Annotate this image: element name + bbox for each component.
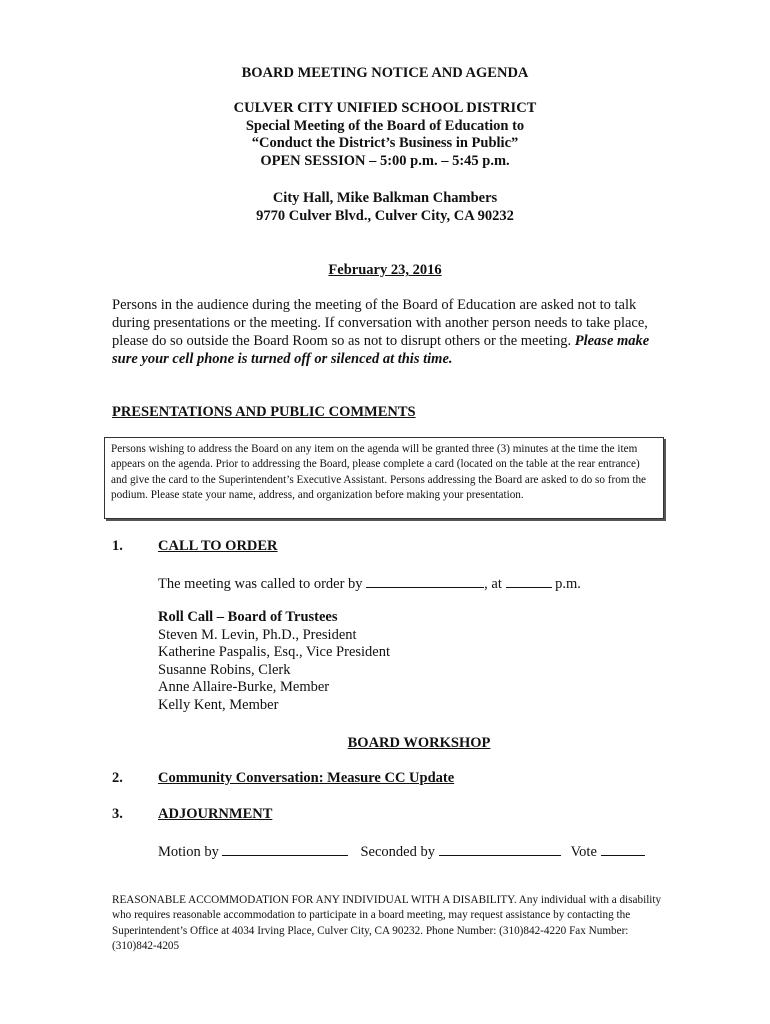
item-1-number: 1. bbox=[112, 538, 123, 554]
document-title: BOARD MEETING NOTICE AND AGENDA bbox=[241, 65, 529, 81]
called-by-blank[interactable] bbox=[366, 575, 484, 588]
meeting-type: Special Meeting of the Board of Education to bbox=[245, 117, 525, 134]
audience-instructions-text: Persons in the audience during the meeting of the Board of Education are asked not to talk during presentations or the meeting. If conversation with another person needs to take place, please do so outside the Board Room so as not to disrupt others or the meeting. bbox=[112, 297, 648, 349]
motion-by-blank[interactable] bbox=[222, 843, 348, 856]
audience-instructions bbox=[112, 296, 652, 368]
cell-phone-notice: Please make sure your cell phone is turned off or silenced at this time. bbox=[112, 333, 650, 367]
public-comment-notice-text: Persons wishing to address the Board on any item on the agenda will be granted three (3) minutes at the time the item appears on the agenda. Prior to addressing the Board, please complete a card (located on the table at the rear entrance) and give the card to the Superintendent’s Executive Assistant. Persons addressing the Board are asked to do so from the podium. Please state your name, address, and organization before making your presentation. bbox=[111, 443, 647, 501]
trustee-name: Katherine Paspalis, Esq., Vice President bbox=[158, 644, 391, 661]
vote-blank[interactable] bbox=[601, 843, 645, 856]
district-name: CULVER CITY UNIFIED SCHOOL DISTRICT bbox=[233, 100, 537, 116]
adjournment-vote-line bbox=[158, 843, 645, 861]
trustee-name: Kelly Kent, Member bbox=[158, 696, 279, 713]
public-comment-notice-box bbox=[104, 437, 664, 519]
meeting-location bbox=[0, 190, 770, 225]
motion-label: Motion by bbox=[158, 844, 223, 860]
board-workshop-heading: BOARD WORKSHOP bbox=[347, 735, 491, 751]
presentations-heading: PRESENTATIONS AND PUBLIC COMMENTS bbox=[112, 404, 416, 420]
item-3-number: 3. bbox=[112, 806, 123, 822]
seconded-by-blank[interactable] bbox=[439, 843, 561, 856]
item-2-title: Community Conversation: Measure CC Update bbox=[158, 770, 455, 786]
called-to-order-prefix: The meeting was called to order by bbox=[158, 576, 367, 592]
called-to-order-mid: , at bbox=[484, 576, 506, 592]
trustee-name: Steven M. Levin, Ph.D., President bbox=[158, 626, 357, 643]
item-3-title: ADJOURNMENT bbox=[158, 806, 273, 822]
called-to-order-line bbox=[158, 575, 581, 593]
seconded-label: Seconded by bbox=[360, 844, 439, 860]
trustee-name: Anne Allaire-Burke, Member bbox=[158, 679, 330, 696]
district-header bbox=[0, 100, 770, 170]
trustee-name: Susanne Robins, Clerk bbox=[158, 661, 291, 678]
called-time-blank[interactable] bbox=[506, 575, 552, 588]
meeting-date: February 23, 2016 bbox=[328, 262, 442, 278]
roll-call bbox=[158, 609, 390, 715]
roll-call-heading: Roll Call – Board of Trustees bbox=[158, 609, 338, 625]
item-1-title: CALL TO ORDER bbox=[158, 538, 278, 554]
location-address: 9770 Culver Blvd., Culver City, CA 90232 bbox=[256, 207, 514, 224]
session-time: OPEN SESSION – 5:00 p.m. – 5:45 p.m. bbox=[260, 152, 510, 169]
location-venue: City Hall, Mike Balkman Chambers bbox=[272, 190, 498, 206]
item-2-number: 2. bbox=[112, 770, 123, 786]
called-to-order-suffix: p.m. bbox=[551, 576, 581, 592]
meeting-purpose: “Conduct the District’s Business in Public” bbox=[251, 135, 519, 151]
accommodation-notice: REASONABLE ACCOMMODATION FOR ANY INDIVIDUAL WITH A DISABILITY. Any individual with a disability who requires reasonable accommodation to participate in a board meeting, may request assistance by contacting the Superintendent’s Office at 4034 Irving Place, Culver City, CA 90232. Phone Number: (310)842-4220 Fax Number: (310)842-4205 bbox=[112, 894, 662, 952]
vote-label: Vote bbox=[570, 844, 601, 860]
